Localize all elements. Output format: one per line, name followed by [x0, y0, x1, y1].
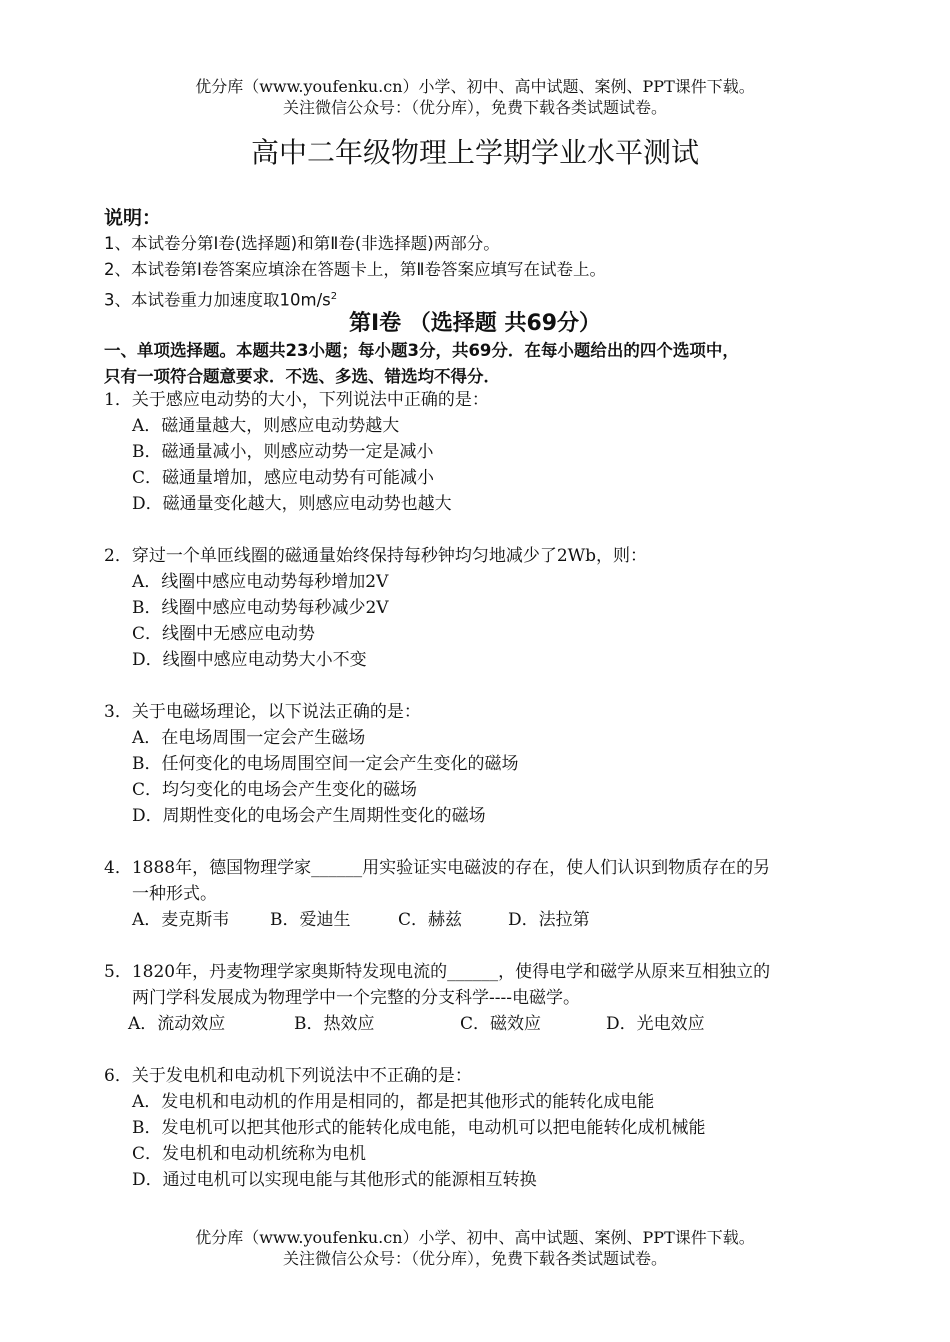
instruction-item-1: 1、本试卷分第Ⅰ卷(选择题)和第Ⅱ卷(非选择题)两部分。 — [104, 234, 500, 253]
question-5-option-b: B．热效应 — [294, 1014, 375, 1034]
question-2-option-b: B．线圈中感应电动势每秒减少2V — [132, 598, 389, 618]
instruction-item-2: 2、本试卷第Ⅰ卷答案应填涂在答题卡上，第Ⅱ卷答案应填写在试卷上。 — [104, 260, 606, 279]
instruction-item-3-text: 3、本试卷重力加速度取10m/s — [104, 290, 331, 310]
question-4-stem-continued: 一种形式。 — [132, 884, 217, 904]
question-6-option-a: A．发电机和电动机的作用是相同的，都是把其他形式的能转化成电能 — [132, 1092, 655, 1112]
question-5-option-c: C．磁效应 — [460, 1014, 542, 1034]
question-2-option-a: A．线圈中感应电动势每秒增加2V — [132, 572, 389, 592]
question-3-option-d: D．周期性变化的电场会产生周期性变化的磁场 — [132, 806, 486, 826]
question-2-stem: 2．穿过一个单匝线圈的磁通量始终保持每秒钟均匀地减少了2Wb，则： — [104, 546, 647, 566]
section-intro-line-2: 只有一项符合题意要求．不选、多选、错选均不得分． — [104, 367, 500, 386]
instruction-item-3-exponent: 2 — [330, 291, 338, 302]
question-6-option-d: D．通过电机可以实现电能与其他形式的能源相互转换 — [132, 1170, 537, 1190]
question-3-option-b: B．任何变化的电场周围空间一定会产生变化的磁场 — [132, 754, 519, 774]
footer-line-1: 优分库（www.youfenku.cn）小学、初中、高中试题、案例、PPT课件下载。 — [195, 1228, 755, 1247]
header-line-1: 优分库（www.youfenku.cn）小学、初中、高中试题、案例、PPT课件下载。 — [195, 77, 755, 96]
question-1-option-d: D．磁通量变化越大，则感应电动势也越大 — [132, 494, 452, 514]
section-intro-line-1: 一、单项选择题。本题共23小题；每小题3分，共69分．在每小题给出的四个选项中， — [104, 341, 739, 360]
question-2-option-d: D．线圈中感应电动势大小不变 — [132, 650, 367, 670]
question-6-option-c: C．发电机和电动机统称为电机 — [132, 1144, 367, 1164]
question-5-stem-continued: 两门学科发展成为物理学中一个完整的分支科学----电磁学。 — [132, 988, 580, 1008]
question-5-option-d: D．光电效应 — [606, 1014, 705, 1034]
page-title: 高中二年级物理上学期学业水平测试 — [250, 136, 699, 169]
question-4-option-b: B．爱迪生 — [270, 910, 351, 930]
footer-line-2: 关注微信公众号：（优分库），免费下载各类试题试卷。 — [282, 1249, 667, 1268]
question-1-option-a: A．磁通量越大，则感应电动势越大 — [132, 416, 400, 436]
question-4-option-d: D．法拉第 — [508, 910, 590, 930]
question-4-stem: 4．1888年，德国物理学家______用实验证实电磁波的存在，使人们认识到物质存在的另 — [104, 858, 771, 878]
instruction-item-3 — [104, 286, 337, 312]
question-3-option-c: C．均匀变化的电场会产生变化的磁场 — [132, 780, 418, 800]
section-title: 第Ⅰ卷 （选择题 共69分） — [348, 311, 602, 336]
question-6-stem: 6．关于发电机和电动机下列说法中不正确的是： — [104, 1066, 472, 1086]
question-1-stem: 1．关于感应电动势的大小，下列说法中正确的是： — [104, 390, 489, 410]
question-1-option-b: B．磁通量减小，则感应动势一定是减小 — [132, 442, 434, 462]
question-2-option-c: C．线圈中无感应电动势 — [132, 624, 316, 644]
header-line-2: 关注微信公众号：（优分库），免费下载各类试题试卷。 — [282, 98, 667, 117]
question-5-stem: 5．1820年，丹麦物理学家奥斯特发现电流的______，使得电学和磁学从原来互相独立的 — [104, 962, 771, 982]
question-4-option-a: A．麦克斯韦 — [132, 910, 230, 930]
question-6-option-b: B．发电机可以把其他形式的能转化成电能，电动机可以把电能转化成机械能 — [132, 1118, 706, 1138]
question-5-option-a: A．流动效应 — [128, 1014, 226, 1034]
question-3-stem: 3．关于电磁场理论，以下说法正确的是： — [104, 702, 421, 722]
question-3-option-a: A．在电场周围一定会产生磁场 — [132, 728, 366, 748]
instructions-heading: 说明： — [104, 207, 162, 229]
question-4-option-c: C．赫兹 — [398, 910, 463, 930]
question-1-option-c: C．磁通量增加，感应电动势有可能减小 — [132, 468, 435, 488]
